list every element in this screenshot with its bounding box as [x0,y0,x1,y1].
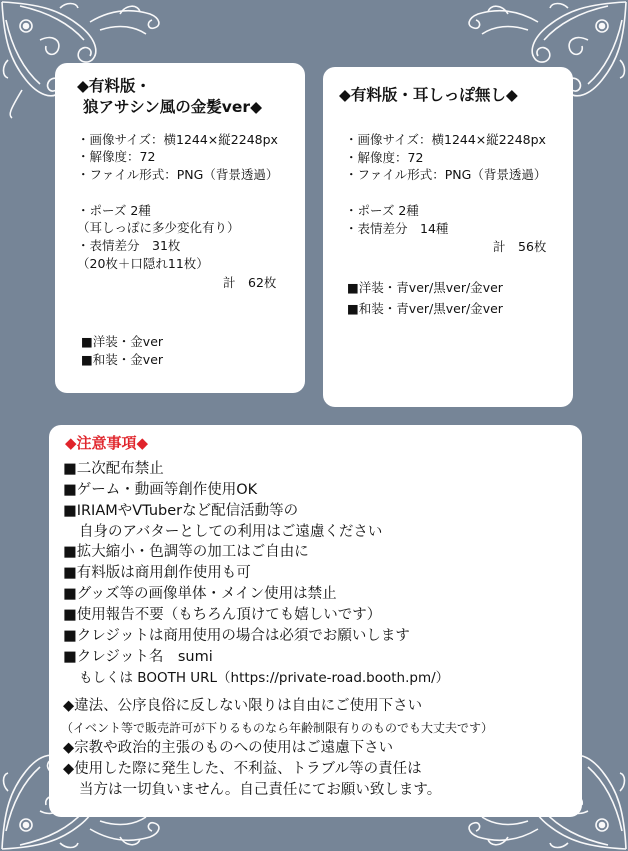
card-paid-fox [55,63,305,393]
spec-resolution: ・解像度：72 [77,149,156,164]
notice-item: ■ゲーム・動画等創作使用OK [63,482,258,498]
spec-expressions: ・表情差分 14種 [345,221,449,236]
notice-item: もしくは BOOTH URL（https://private-road.booth.pm/） [79,670,450,686]
notice-item: ■クレジット名 sumi [63,649,213,665]
notice-item: ■クレジットは商用使用の場合は必須でお願いします [63,628,410,644]
notice-item: 自身のアバターとしての利用はご遠慮ください [79,524,383,540]
variant-japanese: ■和装・青ver/黒ver/金ver [347,301,503,316]
variant-japanese: ■和装・金ver [81,352,164,367]
card-title-line2: 狼アサシン風の金髪ver◆ [83,98,262,116]
spec-poses: ・ポーズ 2種 [77,203,151,218]
total-count: 計 62枚 [223,275,277,290]
notice-item: ■有料版は商用創作使用も可 [63,565,251,581]
spec-poses: ・ポーズ 2種 [345,203,419,218]
spec-poses-note: （耳しっぽに多少変化有り） [77,220,240,235]
total-count: 計 56枚 [493,239,547,254]
notice-item: ◆使用した際に発生した、不利益、トラブル等の責任は [63,761,422,777]
variant-western: ■洋装・金ver [81,334,164,349]
card-paid-noears [323,67,573,407]
notice-item: ■グッズ等の画像単体・メイン使用は禁止 [63,586,337,602]
notice-title: ◆注意事項◆ [65,434,149,452]
notice-item: 当方は一切負いません。自己責任にてお願い致します。 [79,782,442,798]
card-title-line1: ◆有料版・ [77,77,151,95]
spec-expressions: ・表情差分 31枚 [77,238,181,253]
notice-item: ◆違法、公序良俗に反しない限りは自由にご使用下さい [63,698,423,714]
spec-file-format: ・ファイル形式：PNG（背景透過） [77,167,279,182]
variant-western: ■洋装・青ver/黒ver/金ver [347,280,503,295]
spec-image-size: ・画像サイズ：横1244×縦2248px [77,132,278,147]
notice-item: ■二次配布禁止 [63,461,164,477]
notice-item: （イベント等で販売許可が下りるものなら年齢制限有りのものでも大丈夫です） [61,721,494,735]
notice-item: ■使用報告不要（もちろん頂けても嬉しいです） [63,607,382,623]
notice-item: ■拡大縮小・色調等の加工はご自由に [63,544,309,560]
notice-item: ◆宗教や政治的主張のものへの使用はご遠慮下さい [63,740,394,756]
spec-resolution: ・解像度：72 [345,150,424,165]
card-title: ◆有料版・耳しっぽ無し◆ [339,86,518,104]
spec-file-format: ・ファイル形式：PNG（背景透過） [345,167,547,182]
notice-item: ■IRIAMやVTuberなど配信活動等の [63,503,299,519]
spec-image-size: ・画像サイズ：横1244×縦2248px [345,132,546,147]
spec-expressions-note: （20枚＋口隠れ11枚） [77,256,209,271]
notice-card [49,425,582,817]
